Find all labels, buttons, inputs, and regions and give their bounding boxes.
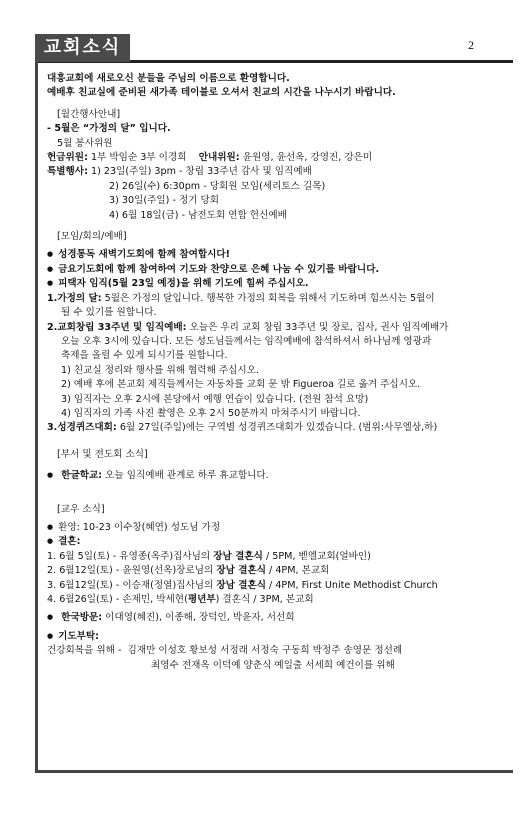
- section-heading-members: [교우 소식]: [57, 503, 105, 515]
- wedding-label: ● 결혼:: [47, 535, 509, 549]
- offering-label: 헌금위원:: [47, 152, 88, 164]
- item-label: 2.교회창립 33주년 및 임직예배:: [47, 321, 187, 333]
- wedding-item: [47, 593, 509, 607]
- korea-label: 한국방문:: [61, 612, 103, 624]
- wedding-place: / 5PM, 벧엘교회(얼바인): [262, 550, 371, 562]
- meeting-item-1: [47, 292, 509, 306]
- item-text: 6월 27일(주일)에는 구역별 성경퀴즈대회가 있겠습니다. (범위:사무엘상,하): [119, 422, 438, 434]
- month-note: - 5월은 “가정의 달” 입니다.: [47, 123, 171, 135]
- prayer-names: 김재만 이성호 황보성 서정래 서정숙 구동희 박정주 송영문 정선례: [127, 645, 403, 657]
- item-text: 5월은 가정의 달입니다. 행복한 가정의 회복을 위해서 기도하며 힘쓰시는 5월이: [104, 292, 435, 304]
- meeting-item-2: [47, 321, 509, 335]
- page-title: 교회소식: [35, 34, 130, 62]
- wedding-type: 장남 결혼식: [216, 579, 266, 591]
- section-heading-monthly: [월간행사안내]: [57, 108, 121, 120]
- meeting-bullet: ● 금요기도회에 함께 참여하여 기도와 찬양으로 은혜 나눔 수 있기를 바랍니다.: [47, 263, 509, 277]
- section-heading-meetings: [모임/회의/예배]: [57, 231, 127, 243]
- wedding-place: / 4PM, First Unite Methodist Church: [266, 579, 438, 591]
- left-rule: [35, 36, 38, 772]
- offering-text: 1부 박임순 3부 이경희: [90, 152, 187, 164]
- special-event-4: 4) 6월 18일(금) - 남전도회 연합 헌신예배: [109, 209, 287, 221]
- wedding-type: 장남 결혼식: [213, 550, 263, 562]
- wedding-date: 3. 6월12일(토) - 이승재(정열)집사님의: [47, 579, 217, 591]
- korea-visit: [47, 611, 509, 625]
- prayer-line: [47, 644, 509, 658]
- prayer-line-cont: 최영수 전재옥 이덕예 양춘식 예일출 서세희 예건이를 위해: [151, 659, 395, 671]
- wedding-type: 평년부: [187, 594, 216, 605]
- meeting-item-1-cont: 될 수 있기를 원합니다.: [61, 307, 157, 319]
- wedding-item: [47, 579, 509, 593]
- event-text: 1) 23일(주일) 3pm - 창립 33주년 감사 및 임직예배: [90, 166, 312, 178]
- prayer-label: ● 기도부탁:: [47, 630, 509, 644]
- wedding-place: / 4PM, 본교회: [266, 565, 330, 577]
- item-label: 3.성경퀴즈대회:: [47, 422, 117, 434]
- guide-label: 안내위원:: [198, 152, 240, 164]
- wedding-item: [47, 550, 509, 564]
- meeting-subitem: 2) 예배 후에 본교회 제직들께서는 자동차를 교회 문 밖 Figueroa 길로 옮겨 주십시오.: [61, 379, 421, 391]
- mission-text: 오늘 임직예배 관계로 하루 휴교합니다.: [105, 470, 269, 482]
- page-number: 2: [468, 38, 474, 52]
- mission-label: 한글학교:: [61, 470, 103, 482]
- special-event-3: 3) 30일(주일) - 정기 당회: [109, 195, 220, 207]
- meeting-subitem: 1) 친교실 정리와 행사를 위해 협력해 주십시오.: [61, 364, 260, 376]
- bottom-rule: [35, 770, 513, 773]
- wedding-type: 장남 결혼식: [216, 565, 266, 577]
- guide-text: 윤원영, 윤선옥, 강영진, 강은미: [242, 152, 373, 164]
- meeting-subitem: 4) 임직자의 가족 사진 촬영은 오후 2시 50분까지 마쳐주시기 바랍니다.: [61, 407, 361, 419]
- item-text: 오늘은 우리 교회 창립 33주년 및 장로, 집사, 권사 임직예배가: [189, 321, 449, 333]
- wedding-date: 1. 6월 5일(토) - 유영종(옥주)집사님의: [47, 550, 214, 562]
- meeting-subitem: 3) 임직자는 오후 2시에 본당에서 예행 연습이 있습니다. (전원 참석 요망): [61, 393, 369, 405]
- special-event-1: [47, 165, 509, 179]
- korea-text: 이대영(혜진), 이종해, 장덕인, 박윤자, 서선희: [105, 612, 295, 624]
- wedding-item: [47, 564, 509, 578]
- meeting-item-3: [47, 421, 509, 435]
- welcome-line: 대흥교회에 새로오신 분들을 주님의 이름으로 환영합니다.: [47, 73, 290, 84]
- meeting-bullet: ● 성경통독 새벽기도회에 함께 참여합시다!: [47, 248, 509, 262]
- item-label: 1.가정의 달:: [47, 292, 102, 304]
- service-heading: 5월 봉사위원: [57, 137, 113, 149]
- meeting-item-2-cont: 오늘 오후 3시에 있습니다. 모든 성도님들께서는 임직예배에 참석하셔서 하나님께 영광과: [61, 335, 432, 347]
- special-label: 특별행사:: [47, 166, 88, 178]
- mission-item: [47, 469, 509, 483]
- bulletin-content: [47, 72, 509, 673]
- welcome-visit: ● 환영: 10-23 이수창(혜연) 성도님 가정: [47, 521, 509, 535]
- wedding-place: ) 결혼식 / 3PM, 본교회: [215, 594, 314, 605]
- welcome-line: 예배후 친교실에 준비된 새가족 테이블로 오셔서 친교의 시간을 나누시기 바랍니다.: [47, 87, 396, 99]
- meeting-bullet: ● 피택자 임직(5월 23일 예정)을 위해 기도에 힘써 주십시오.: [47, 277, 509, 291]
- meeting-item-2-cont: 축제을 올릴 수 있게 되시기를 원합니다.: [61, 350, 228, 362]
- section-heading-missions: [부서 및 전도회 소식]: [57, 448, 148, 460]
- wedding-date: 2. 6월12일(토) - 윤원영(선옥)장로님의: [47, 565, 217, 577]
- service-committee: [47, 151, 509, 165]
- wedding-date: 4. 6월26일(토) - 손제민, 박세현(: [47, 594, 188, 605]
- prayer-lead: 건강회복을 위해 -: [47, 645, 122, 657]
- special-event-2: 2) 26일(수) 6:30pm - 당회원 모임(세리토스 길목): [109, 180, 326, 192]
